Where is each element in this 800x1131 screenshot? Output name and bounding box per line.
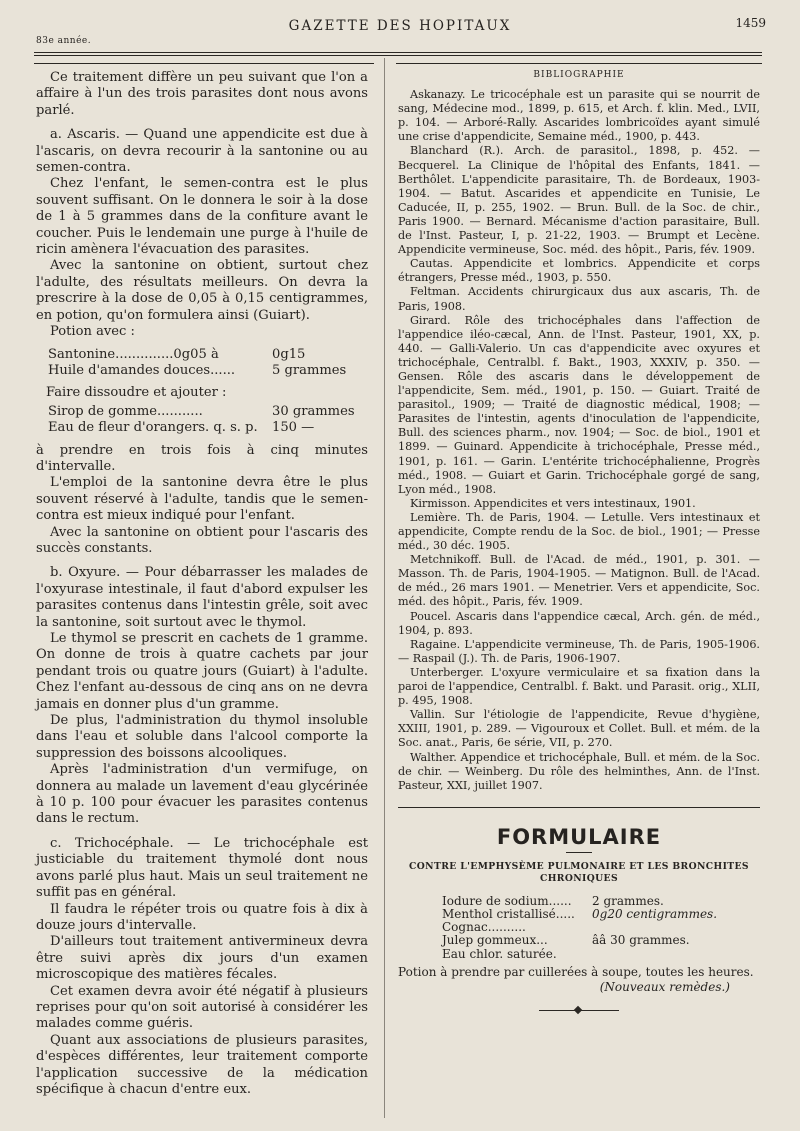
bibliography-entry: Walther. Appendice et trichocéphale, Bull. et mém. de la Soc. de chir. — Weinberg. Du rôle des helminthes, Ann. de l'Inst. Pasteur, XXI, juillet 1907. [398,750,760,792]
formulaire-rule [398,807,760,808]
bibliography-title: BIBLIOGRAPHIE [533,70,625,80]
trichocephale-text: — Le trichocéphale est justiciable du traitement thymolé dont nous avons parlé plus haut. Mais un seul traitement ne suffit pas en général. [36,835,368,901]
bibliography-entry: Vallin. Sur l'étiologie de l'appendicite, Revue d'hygiène, XXIII, 1901, p. 289. — Vigouroux et Collet. Bull. et mém. de la Soc. anat., Paris, 6e série, VII, p. 270. [398,708,760,750]
page-number: 1459 [735,16,766,30]
right-column [398,68,760,1011]
bibliography-entry: Girard. Rôle des trichocéphales dans l'affection de l'appendice iléo-cæcal, Ann. de l'Inst. Pasteur, 1901, XX, p. 440. — Galli-Valerio. Un cas d'appendicite avec oxyures et trichocéphale, Centralbl. f. Bakt., 1903, XXXIV, p. 350. — Gensen. Rôle des ascaris dans le développement de l'appendicite, Sem. méd., 1901, p. 150. — Guiart. Traité de parasitol., 1909; — Traité de diagnostic médical, 1908; — Parasites de l'intestin, agents d'inoculation de l'appendicite, Bull. des sciences pharm., nov. 1904; — Soc. de biol., 1901 et 1899. — Guinard. Appendicite à trichocéphale, Presse méd., 1901, p. 161. — Garin. L'entérite trichocéphalienne, Progrès méd., 1908. — Guiart et Garin. Trichocéphale gorgé de sang, Lyon méd., 1908. [398,313,760,496]
paragraph: Quant aux associations de plusieurs parasites, d'espèces différentes, leur traitement comporte l'application successive de la médication spécifique à chacun d'entre eux. [36,1032,368,1097]
bibliography-entry: Blanchard (R.). Arch. de parasitol., 1898, p. 452. — Becquerel. La Clinique de l'hôpital des Enfants, 1841. — Berthôlet. L'appendicite parasitaire, Th. de Bordeaux, 1903-1904. — Batut. Ascarides et appendicite en Tunisie, Le Caducée, II, p. 255, 1902. — Brun. Bull. de la Soc. de chir., Paris 1900. — Bernard. Mécanisme d'action parasitaire, Bull. de l'Inst. Pasteur, I, p. 21-22, 1903. — Brumpt et Lecène. Appendicite vermineuse, Soc. méd. des hôpit., Paris, fév. 1909. [398,144,760,257]
formulaire-subtitle-line: CHRONIQUES [540,872,618,884]
bibliography-entry: Unterberger. L'oxyure vermiculaire et sa fixation dans la paroi de l'appendice, Centralbl. f. Bakt. und Parasit. orig., XLII, p. 495, 1908. [398,665,760,708]
ascaris-paragraph [36,127,368,176]
short-rule [566,852,592,853]
formula-ingredient: Iodure de sodium...... [442,893,572,908]
paragraph: Chez l'enfant, le semen-contra est le plus souvent suffisant. On le donnera le soir à la dose de 1 à 5 grammes dans de la confiture avant le coucher. Puis le lendemain une purge à l'huile de ricin amènera l'évacuation des parasites. [36,176,368,258]
paragraph: Cet examen devra avoir été négatif à plusieurs reprises pour qu'on soit autorisé à considérer les malades comme guéris. [36,983,368,1032]
right-column-rule [396,63,762,64]
paragraph: De plus, l'administration du thymol insoluble dans l'eau et soluble dans l'alcool comporte la suppression des boissons alcooliques. [36,713,368,761]
formula-qty: 0g20 centigrammes. [592,907,718,922]
ingredient-name: Eau de fleur d'orangers. q. s. p. [48,420,258,436]
issue-year: 83e année. [36,36,92,46]
formula-line [442,934,760,947]
paragraph: Après l'administration d'un vermifuge, on donnera au malade un lavement d'eau glycérinée à 10 p. 100 pour évacuer les parasites contenus dans le rectum. [36,762,368,827]
bibliography-entry: Lemière. Th. de Paris, 1904. — Letulle. Vers intestinaux et appendicite, Compte rendu de la Soc. de biol., 1901; — Presse méd., 30 déc. 1905. [398,510,760,553]
formula-ingredient: Menthol cristallisé..... [442,907,575,922]
journal-title: GAZETTE DES HOPITAUX [288,18,512,34]
paragraph: L'emploi de la santonine devra être le plus souvent réservé à l'adulte, tandis que le semen-contra est mieux indiqué pour l'enfant. [36,475,368,524]
ornament-rule [539,1010,619,1011]
ingredient-name: Santonine..............0g05 à [48,346,219,362]
page-header [0,0,800,56]
paragraph: D'ailleurs tout traitement antivermineux devra être suivi après dix jours d'un examen microscopique des matières fécales. [36,934,368,983]
formula-ingredient: Cognac.......... [442,920,526,935]
formula-ingredient: Eau chlor. saturée. [442,946,557,961]
bibliography-entry: Cautas. Appendicite et lombrics. Appendicite et corps étrangers, Presse méd., 1903, p. 550. [398,257,760,285]
column-divider [384,58,385,1118]
ingredient-qty: 150 — [272,420,315,436]
bibliography-entry: Ragaine. L'appendicite vermineuse, Th. de Paris, 1905-1906. — Raspail (J.). Th. de Paris, 1906-1907. [398,637,760,665]
header-rule [34,52,762,53]
formula-source: (Nouveaux remèdes.) [599,979,730,994]
formula-qty: ââ 30 grammes. [592,933,690,948]
formula-qty: 2 grammes. [592,893,664,908]
formulaire-subtitle [398,861,760,885]
prescription-1 [46,347,368,380]
ingredient-name: Sirop de gomme........... [48,403,203,419]
left-column-rule [34,63,374,64]
oxyure-text: — Pour débarrasser les malades de l'oxyurase intestinale, il faut d'abord expulser les parasites contenus dans l'intestin grêle, soit avec la santonine, soit surtout avec le thymol. [36,565,368,630]
formula-ingredient: Julep gommeux... [442,933,548,948]
left-column [36,70,368,1098]
prescription-2 [46,404,368,437]
oxyure-paragraph [36,565,368,631]
prescription-line [46,347,368,363]
header-rule-thin [34,55,762,56]
ascaris-text: — Quand une appendicite est due à l'ascaris, on devra recourir à la santonine ou au semen-contra. [36,127,368,176]
prescription-line [46,420,368,436]
formula-line [442,948,760,961]
bibliography-entry: Askanazy. Le tricocéphale est un parasite qui se nourrit de sang, Médecine mod., 1899, p. 615, et Arch. f. klin. Med., LVII, p. 104. — Arboré-Rally. Ascarides lombricoïdes ayant simulé une crise d'appendicite, Semaine méd., 1900, p. 443. [398,88,760,144]
oxyure-heading: b. Oxyure. [50,565,121,581]
paragraph: Le thymol se prescrit en cachets de 1 gramme. On donne de trois à quatre cachets par jour pendant trois ou quatre jours (Guiart) à l'adulte. Chez l'enfant au-dessous de cinq ans on ne devra jamais en donner plus d'un gramme. [36,631,368,712]
bibliography-entry: Metchnikoff. Bull. de l'Acad. de méd., 1901, p. 301. — Masson. Th. de Paris, 1904-1905. — Matignon. Bull. de l'Acad. de méd., 26 mars 1901. — Menetrier. Vers et appendicite, Soc. méd. des hôpit., Paris, fév. 1909. [398,553,760,609]
bibliography-entry: Kirmisson. Appendicites et vers intestinaux, 1901. [410,496,696,510]
ascaris-heading: a. Ascaris. [50,127,120,143]
formulaire-title: FORMULAIRE [496,824,662,849]
bibliography-entry: Feltman. Accidents chirurgicaux dus aux ascaris, Th. de Paris, 1908. [398,285,760,313]
trichocephale-heading: c. Trichocéphale. [50,835,174,851]
trichocephale-paragraph [36,836,368,902]
prescription-line [46,363,368,379]
dissolve-instruction: Faire dissoudre et ajouter : [46,385,227,401]
ingredient-qty: 30 grammes [272,403,355,419]
ingredient-qty: 5 grammes [272,362,347,378]
formulaire-subtitle-line: CONTRE L'EMPHYSÈME PULMONAIRE ET LES BRONCHITES [409,860,749,872]
formula-instruction: Potion à prendre par cuillerées à soupe, toutes les heures. [398,964,754,979]
intro-paragraph: Ce traitement diffère un peu suivant que l'on a affaire à l'un des trois parasites dont nous avons parlé. [36,70,368,118]
bibliography-list [398,88,760,793]
formula-table [442,895,760,961]
ingredient-qty: 0g15 [272,346,306,362]
ingredient-name: Huile d'amandes douces...... [48,362,236,378]
paragraph: Avec la santonine on obtient pour l'ascaris des succès constants. [36,524,368,556]
paragraph: Avec la santonine on obtient, surtout chez l'adulte, des résultats meilleurs. On devra la prescrire à la dose de 0,05 à 0,15 centigrammes, en potion, qu'on formulera ainsi (Guiart). [36,258,368,323]
paragraph: Il faudra le répéter trois ou quatre fois à dix à douze jours d'intervalle. [36,901,368,933]
paragraph: à prendre en trois fois à cinq minutes d'intervalle. [36,442,368,474]
bibliography-entry: Poucel. Ascaris dans l'appendice cæcal, Arch. gén. de méd., 1904, p. 893. [398,609,760,637]
prescription-line [46,404,368,420]
potion-label: Potion avec : [50,324,135,340]
